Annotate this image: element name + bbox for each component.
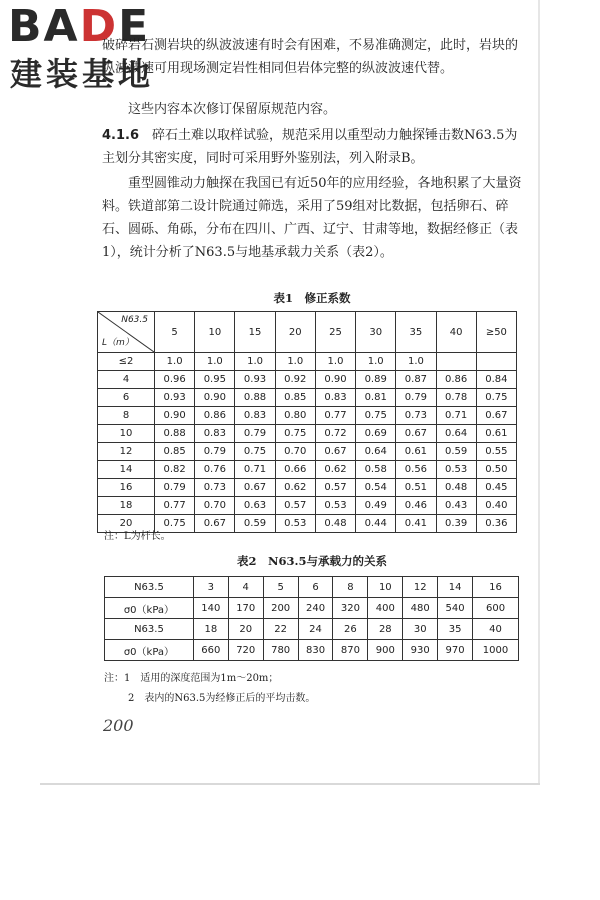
table1-row-cell: 0.89 — [356, 371, 396, 389]
table1-row-cell: 0.95 — [195, 371, 235, 389]
table1-row-label-cell: ≤2 — [98, 353, 155, 371]
table1-row-cell: 0.72 — [315, 425, 355, 443]
paragraph-1: 破碎岩石测岩块的纵波波速有时会有困难，不易准确测定，此时，岩块的纵波波速可用现场测定岩性相同但岩体完整的纵波波速代替。 — [102, 38, 519, 76]
table1-row-cell: 0.70 — [275, 443, 315, 461]
table1-row-cell: 0.45 — [476, 479, 516, 497]
table2-row-label-cell: N63.5 — [105, 577, 194, 598]
table2-row-cell: 18 — [193, 619, 228, 640]
table1-row-cell: 0.83 — [315, 389, 355, 407]
table1-row-cell: 0.56 — [396, 461, 436, 479]
table1-row-label-cell: 18 — [98, 497, 155, 515]
table1-row — [98, 353, 517, 371]
table1-corner-cell — [98, 312, 155, 353]
table2-row-cell: 900 — [368, 640, 403, 661]
table2-row-cell: 140 — [193, 598, 228, 619]
table1-note: 注：L为杆长。 — [104, 531, 171, 542]
table2-row-cell: 22 — [263, 619, 298, 640]
corner-n635: N63.5 — [121, 315, 148, 325]
table1-row-cell: 1.0 — [275, 353, 315, 371]
table2-row-cell: 600 — [473, 598, 519, 619]
table1-row-cell: 0.90 — [195, 389, 235, 407]
table2-row — [105, 598, 519, 619]
table1-row-label-cell: 8 — [98, 407, 155, 425]
table1-row-cell — [436, 353, 476, 371]
table1-row-cell: 1.0 — [315, 353, 355, 371]
table2-row-cell: 4 — [228, 577, 263, 598]
table2-row-cell: 16 — [473, 577, 519, 598]
table1-body — [98, 353, 517, 533]
table1-col-header: 5 — [155, 312, 195, 353]
table2-row-cell: 20 — [228, 619, 263, 640]
table1-row — [98, 497, 517, 515]
scan-bottom-edge — [40, 783, 540, 785]
table1-row-cell: 0.58 — [356, 461, 396, 479]
table1-col-header: ≥50 — [476, 312, 516, 353]
table1-row-cell: 0.81 — [356, 389, 396, 407]
table2-row-cell: 10 — [368, 577, 403, 598]
table2-row-cell: 540 — [438, 598, 473, 619]
table2-row-cell: 400 — [368, 598, 403, 619]
table1-row-cell: 0.96 — [155, 371, 195, 389]
table1-row — [98, 371, 517, 389]
table1-row-label-cell: 6 — [98, 389, 155, 407]
table1-row-cell: 0.54 — [356, 479, 396, 497]
table1-row-cell: 1.0 — [356, 353, 396, 371]
table1-row-cell: 0.67 — [476, 407, 516, 425]
table1-col-header: 10 — [195, 312, 235, 353]
table1-row-cell: 0.87 — [396, 371, 436, 389]
table2-row-cell: 200 — [263, 598, 298, 619]
table1-row-cell: 0.88 — [155, 425, 195, 443]
table1-row-cell: 1.0 — [235, 353, 275, 371]
table2-row-cell: 780 — [263, 640, 298, 661]
table2-row-cell: 8 — [333, 577, 368, 598]
table1-row-cell: 0.57 — [275, 497, 315, 515]
table1-row-cell: 1.0 — [396, 353, 436, 371]
table1-row-cell: 0.61 — [476, 425, 516, 443]
table1-row-cell: 0.77 — [155, 497, 195, 515]
table1-row-cell: 0.51 — [396, 479, 436, 497]
table1-row-cell: 0.75 — [476, 389, 516, 407]
table2-row-cell: 660 — [193, 640, 228, 661]
table1-row-cell: 0.71 — [235, 461, 275, 479]
table1-row-cell: 0.73 — [396, 407, 436, 425]
table1-col-header: 15 — [235, 312, 275, 353]
table1-row-cell: 0.40 — [476, 497, 516, 515]
table1-row-label-cell: 16 — [98, 479, 155, 497]
table1-row-cell: 0.64 — [356, 443, 396, 461]
table1-row-label-cell: 4 — [98, 371, 155, 389]
table1-row-cell: 0.41 — [396, 515, 436, 533]
table2-row-label-cell: σ0（kPa） — [105, 640, 194, 661]
table1-row-cell: 0.48 — [436, 479, 476, 497]
clause-text: 碎石土难以取样试验，规范采用以重型动力触探锤击数N63.5为主划分其密实度，同时可采用野外鉴别法，列入附录B。 — [102, 128, 518, 166]
table2-row-cell: 240 — [298, 598, 333, 619]
table2-note-1: 注：1 适用的深度范围为1m～20m； — [104, 673, 279, 684]
table1-row-cell: 0.49 — [356, 497, 396, 515]
paragraph-2: 这些内容本次修订保留原规范内容。 — [128, 102, 337, 117]
table1-row — [98, 425, 517, 443]
table1-row-cell: 0.76 — [195, 461, 235, 479]
table2-row-cell: 26 — [333, 619, 368, 640]
table1-row-cell: 0.69 — [356, 425, 396, 443]
table2-row-cell: 870 — [333, 640, 368, 661]
table1-row — [98, 389, 517, 407]
table2-row-cell: 14 — [438, 577, 473, 598]
table1-row-cell: 0.77 — [315, 407, 355, 425]
table1-row-cell: 0.62 — [315, 461, 355, 479]
table1-row-cell: 0.70 — [195, 497, 235, 515]
table1-col-header: 35 — [396, 312, 436, 353]
table2-row-cell: 35 — [438, 619, 473, 640]
table1-col-header: 20 — [275, 312, 315, 353]
table1-row-cell: 0.67 — [195, 515, 235, 533]
table1-row-cell: 0.61 — [396, 443, 436, 461]
table2-row-cell: 930 — [403, 640, 438, 661]
table1-row-label-cell: 20 — [98, 515, 155, 533]
paragraph-4: 重型圆锥动力触探在我国已有近50年的应用经验，各地积累了大量资料。铁道部第二设计院通过筛选，采用了59组对比数据，包括卵石、碎石、圆砾、角砾，分布在四川、广西、辽宁、甘肃等地，数据经修正（表1），统计分析了N63.5与地基承载力关系（表2）。 — [102, 176, 522, 260]
table1-row-cell: 0.50 — [476, 461, 516, 479]
table1-row-cell: 0.59 — [436, 443, 476, 461]
table1-row-cell: 0.88 — [235, 389, 275, 407]
table2-row-cell: 40 — [473, 619, 519, 640]
table1-row — [98, 443, 517, 461]
table2-row-label-cell: σ0（kPa） — [105, 598, 194, 619]
table1-row-cell: 0.48 — [315, 515, 355, 533]
table1-row-cell: 0.83 — [195, 425, 235, 443]
table1-col-header: 30 — [356, 312, 396, 353]
table1-row-cell: 0.67 — [315, 443, 355, 461]
table2-notes — [104, 669, 315, 709]
table1-row-cell: 0.92 — [275, 371, 315, 389]
table1-row-cell: 0.75 — [155, 515, 195, 533]
table2-row-cell: 6 — [298, 577, 333, 598]
table1-row-cell: 0.53 — [315, 497, 355, 515]
table1-row-cell: 0.63 — [235, 497, 275, 515]
table1-row-cell: 0.59 — [235, 515, 275, 533]
table2-row — [105, 577, 519, 598]
table1-row-cell: 0.55 — [476, 443, 516, 461]
table1-row-label-cell: 12 — [98, 443, 155, 461]
table1-row-cell: 0.86 — [195, 407, 235, 425]
table1-header-row — [98, 312, 517, 353]
bearing-capacity-table — [104, 576, 519, 661]
table1-row-cell: 0.44 — [356, 515, 396, 533]
table2-row-cell: 1000 — [473, 640, 519, 661]
table1-row-cell: 0.53 — [275, 515, 315, 533]
table1-row-cell: 1.0 — [195, 353, 235, 371]
table1-row-cell: 0.90 — [315, 371, 355, 389]
table1-row-cell: 1.0 — [155, 353, 195, 371]
table2-row — [105, 640, 519, 661]
table1-row-cell: 0.66 — [275, 461, 315, 479]
logo-chinese: 建装基地 — [10, 55, 155, 93]
clause-4-1-6 — [102, 124, 522, 170]
table1-caption: 表1 修正系数 — [273, 291, 351, 305]
table2-row-cell: 5 — [263, 577, 298, 598]
table1-row-cell: 0.79 — [396, 389, 436, 407]
table1-row-cell: 0.93 — [235, 371, 275, 389]
table1-row-cell: 0.80 — [275, 407, 315, 425]
table1-row-cell: 0.79 — [195, 443, 235, 461]
table2-row-cell: 12 — [403, 577, 438, 598]
table1-row-cell: 0.90 — [155, 407, 195, 425]
table2-row-cell: 320 — [333, 598, 368, 619]
table2-row-cell: 830 — [298, 640, 333, 661]
table1-row-cell: 0.82 — [155, 461, 195, 479]
table1-row — [98, 407, 517, 425]
clause-number: 4.1.6 — [102, 128, 140, 143]
table2-row-label-cell: N63.5 — [105, 619, 194, 640]
table1-row-cell: 0.75 — [275, 425, 315, 443]
table2-row — [105, 619, 519, 640]
table2-caption: 表2 N63.5与承载力的关系 — [236, 554, 388, 568]
table1-row-label-cell: 14 — [98, 461, 155, 479]
table1-col-header: 40 — [436, 312, 476, 353]
table1-row-label-cell: 10 — [98, 425, 155, 443]
table1-row-cell: 0.75 — [356, 407, 396, 425]
table1-row-cell: 0.93 — [155, 389, 195, 407]
table1-row-cell: 0.75 — [235, 443, 275, 461]
table1-row-cell: 0.67 — [235, 479, 275, 497]
table2-note-2: 2 表内的N63.5为经修正后的平均击数。 — [128, 693, 316, 704]
table1-row-cell: 0.83 — [235, 407, 275, 425]
table2-row-cell: 3 — [193, 577, 228, 598]
table2-body — [105, 577, 519, 661]
corner-length: L（m） — [102, 338, 134, 348]
table1-row-cell: 0.85 — [275, 389, 315, 407]
table1-row — [98, 479, 517, 497]
table1-row-cell: 0.62 — [275, 479, 315, 497]
table2-row-cell: 28 — [368, 619, 403, 640]
table1-row-cell: 0.39 — [436, 515, 476, 533]
table1-row-cell: 0.64 — [436, 425, 476, 443]
table1-row-cell: 0.36 — [476, 515, 516, 533]
table1-row-cell: 0.79 — [155, 479, 195, 497]
correction-factor-table — [97, 311, 517, 533]
table1-row-cell: 0.73 — [195, 479, 235, 497]
table1-row-cell: 0.71 — [436, 407, 476, 425]
page-number: 200 — [103, 716, 134, 735]
table2-row-cell: 170 — [228, 598, 263, 619]
table1-row-cell: 0.53 — [436, 461, 476, 479]
table2-row-cell: 970 — [438, 640, 473, 661]
table2-row-cell: 720 — [228, 640, 263, 661]
table1-row-cell: 0.67 — [396, 425, 436, 443]
table2-row-cell: 480 — [403, 598, 438, 619]
table1-row-cell: 0.78 — [436, 389, 476, 407]
table1-row-cell: 0.86 — [436, 371, 476, 389]
table1-row-cell: 0.84 — [476, 371, 516, 389]
table1-row-cell: 0.46 — [396, 497, 436, 515]
table2-row-cell: 30 — [403, 619, 438, 640]
table2-row-cell: 24 — [298, 619, 333, 640]
table1-row — [98, 461, 517, 479]
table1-row-cell: 0.79 — [235, 425, 275, 443]
table1-row-cell — [476, 353, 516, 371]
logo-wordmark: BADE — [8, 1, 151, 52]
table1-row-cell: 0.43 — [436, 497, 476, 515]
table1-row-cell: 0.57 — [315, 479, 355, 497]
table1-col-header: 25 — [315, 312, 355, 353]
table1-row-cell: 0.85 — [155, 443, 195, 461]
scan-edge — [538, 0, 540, 785]
